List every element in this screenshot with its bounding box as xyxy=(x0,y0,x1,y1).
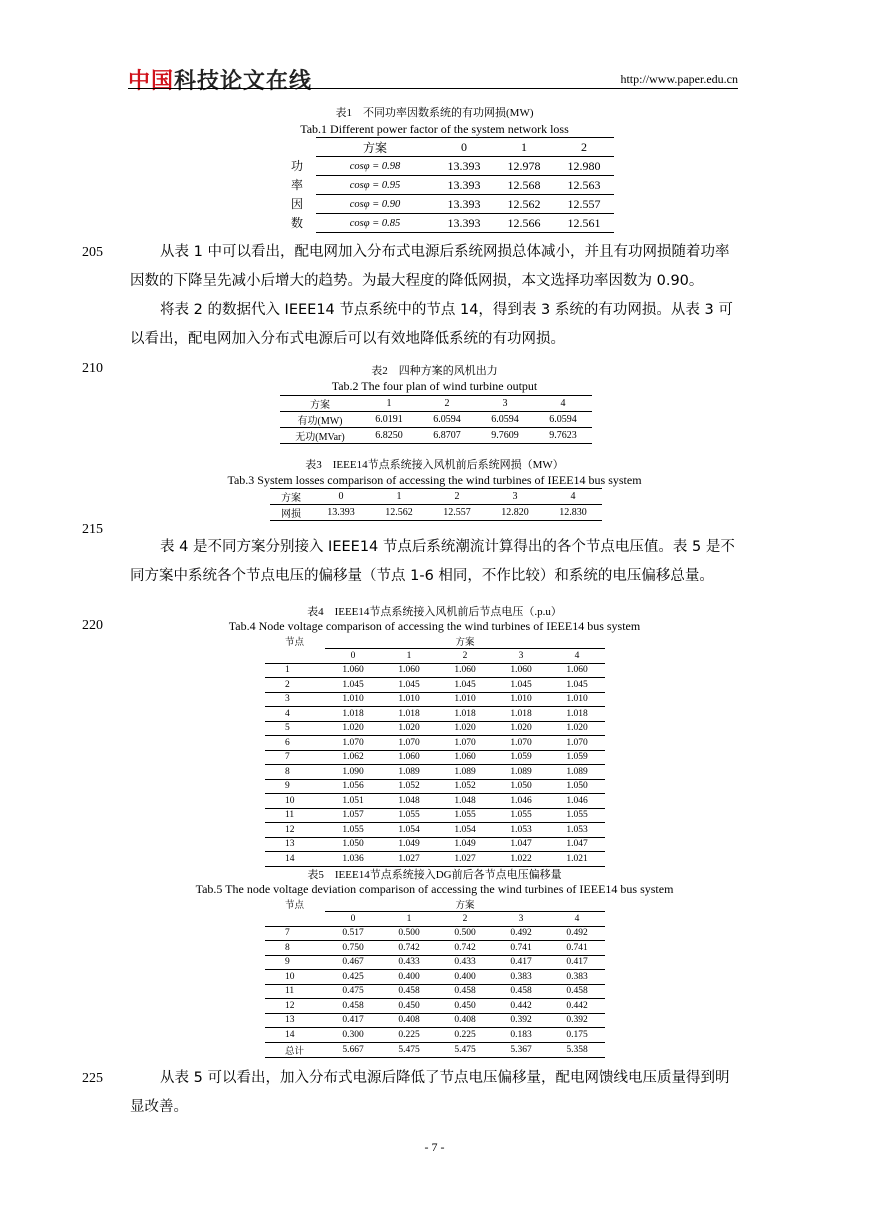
table5-cell: 5.475 xyxy=(437,1042,493,1057)
table5-cell: 0.225 xyxy=(381,1028,437,1043)
table5-cell: 0.475 xyxy=(325,984,381,999)
table4-empty xyxy=(265,649,325,664)
table4-plan-header: 4 xyxy=(549,649,605,664)
table4-cell: 1.055 xyxy=(437,808,493,823)
table5-cell: 0.750 xyxy=(325,941,381,956)
table3-cell: 12.820 xyxy=(486,505,544,521)
table5-cell: 0.408 xyxy=(381,1013,437,1028)
table3-cell: 12.557 xyxy=(428,505,486,521)
table4-cell: 1.060 xyxy=(437,750,493,765)
table4-cell: 1.055 xyxy=(493,808,549,823)
table5-cell: 0.442 xyxy=(549,999,605,1014)
table5-plan-header: 0 xyxy=(325,912,381,927)
table4-cell: 1.022 xyxy=(493,852,549,867)
table4-row-label: 1 xyxy=(265,663,325,678)
table4-cell: 1.020 xyxy=(437,721,493,736)
table4-cell: 1.052 xyxy=(437,779,493,794)
table5-cell: 0.742 xyxy=(437,941,493,956)
table2-cell: 9.7609 xyxy=(476,428,534,444)
table5-cell: 0.742 xyxy=(381,941,437,956)
table4-cell: 1.090 xyxy=(325,765,381,780)
table-row xyxy=(265,808,605,823)
paragraph: 表 4 是不同方案分别接入 IEEE14 节点后系统潮流计算得出的各个节点电压值。表 5 是不同方案中系统各个节点电压的偏移量（节点 1-6 相同，不作比较）和系统的电压偏移总量。 xyxy=(130,539,735,584)
table4-cell: 1.060 xyxy=(493,663,549,678)
table5-cell: 0.183 xyxy=(493,1028,549,1043)
side-char: 因 xyxy=(290,196,303,211)
table4-cell: 1.089 xyxy=(437,765,493,780)
table1-cell: 12.978 xyxy=(494,157,554,176)
table4-cell: 1.048 xyxy=(381,794,437,809)
table5-cell: 5.475 xyxy=(381,1042,437,1057)
table4-cell: 1.018 xyxy=(325,707,381,722)
table1-cell: 12.568 xyxy=(494,176,554,195)
table5-plan-header: 2 xyxy=(437,912,493,927)
table1-cell: 13.393 xyxy=(434,157,494,176)
table-row xyxy=(265,984,605,999)
table4-plan-header: 2 xyxy=(437,649,493,664)
table4-cell: 1.045 xyxy=(493,678,549,693)
table4-cell: 1.010 xyxy=(549,692,605,707)
table4-cell: 1.036 xyxy=(325,852,381,867)
table-row xyxy=(265,1013,605,1028)
table4-cell: 1.060 xyxy=(381,750,437,765)
table4-row-label: 13 xyxy=(265,837,325,852)
table4-cell: 1.010 xyxy=(437,692,493,707)
table2-cell: 6.0594 xyxy=(418,412,476,428)
table4-cell: 1.045 xyxy=(325,678,381,693)
table4-row-label: 14 xyxy=(265,852,325,867)
table4-cell: 1.070 xyxy=(381,736,437,751)
header-rule xyxy=(128,88,738,89)
table4-plan-header: 0 xyxy=(325,649,381,664)
table1-cell: 13.393 xyxy=(434,214,494,233)
table-row xyxy=(265,663,605,678)
table5 xyxy=(265,897,605,1058)
table-row xyxy=(265,955,605,970)
table-row xyxy=(265,1042,605,1057)
table-row xyxy=(278,214,614,233)
table3-header-cell: 1 xyxy=(370,489,428,505)
table5-cell: 0.458 xyxy=(381,984,437,999)
table1-header-cell: 1 xyxy=(494,138,554,157)
table4-row-label: 5 xyxy=(265,721,325,736)
table1-cell: 12.557 xyxy=(554,195,614,214)
table2 xyxy=(280,395,592,444)
table4-cell: 1.060 xyxy=(325,663,381,678)
table2-cell: 6.0594 xyxy=(476,412,534,428)
table4-cell: 1.055 xyxy=(549,808,605,823)
table4-plan-header: 1 xyxy=(381,649,437,664)
table4-row-label: 2 xyxy=(265,678,325,693)
table5-cell: 0.225 xyxy=(437,1028,493,1043)
table1 xyxy=(278,137,614,233)
table5-cell: 0.467 xyxy=(325,955,381,970)
table1-caption-en: Tab.1 Different power factor of the system network loss xyxy=(300,122,569,136)
table5-row-label: 12 xyxy=(265,999,325,1014)
table1-row-label: cosφ = 0.95 xyxy=(316,176,434,195)
table5-row-label: 11 xyxy=(265,984,325,999)
table5-cell: 5.367 xyxy=(493,1042,549,1057)
table4-cell: 1.057 xyxy=(325,808,381,823)
page-number: - 7 - xyxy=(424,1140,445,1154)
table4-cell: 1.045 xyxy=(381,678,437,693)
table2-caption-cn: 表2 四种方案的风机出力 xyxy=(371,365,498,377)
table5-cell: 0.741 xyxy=(493,941,549,956)
table4-cell: 1.020 xyxy=(549,721,605,736)
table4-caption-cn: 表4 IEEE14节点系统接入风机前后节点电压（.p.u） xyxy=(307,606,562,618)
table4 xyxy=(265,634,605,867)
table4-cell: 1.010 xyxy=(325,692,381,707)
table4-cell: 1.052 xyxy=(381,779,437,794)
table4-cell: 1.020 xyxy=(493,721,549,736)
paragraph: 从表 1 中可以看出，配电网加入分布式电源后系统网损总体减小，并且有功网损随着功率因数的下降呈先减小后增大的趋势。为最大程度的降低网损，本文选择功率因数为 0.90。 xyxy=(130,244,730,289)
table-row xyxy=(278,195,614,214)
table2-header-cell: 1 xyxy=(360,396,418,412)
table5-cell: 0.442 xyxy=(493,999,549,1014)
table4-cell: 1.056 xyxy=(325,779,381,794)
table-row xyxy=(265,926,605,941)
table4-row-label: 10 xyxy=(265,794,325,809)
table1-header-cell: 方案 xyxy=(316,138,434,157)
table5-row-label: 9 xyxy=(265,955,325,970)
table5-empty xyxy=(265,912,325,927)
table4-cell: 1.020 xyxy=(381,721,437,736)
table4-cell: 1.059 xyxy=(493,750,549,765)
table3-cell: 12.562 xyxy=(370,505,428,521)
table4-cell: 1.055 xyxy=(381,808,437,823)
table5-cell: 0.492 xyxy=(549,926,605,941)
table5-cell: 0.450 xyxy=(437,999,493,1014)
table5-cell: 0.450 xyxy=(381,999,437,1014)
table-row xyxy=(265,707,605,722)
table5-cell: 0.458 xyxy=(549,984,605,999)
table5-cell: 0.417 xyxy=(493,955,549,970)
table4-cell: 1.048 xyxy=(437,794,493,809)
table5-row-label: 10 xyxy=(265,970,325,985)
table2-cell: 6.8250 xyxy=(360,428,418,444)
table5-cell: 0.500 xyxy=(381,926,437,941)
table4-row-label: 9 xyxy=(265,779,325,794)
table5-cell: 0.408 xyxy=(437,1013,493,1028)
table5-row-label: 13 xyxy=(265,1013,325,1028)
table3-header-cell: 0 xyxy=(312,489,370,505)
table4-row-label: 7 xyxy=(265,750,325,765)
table3-header-cell: 3 xyxy=(486,489,544,505)
table1-side-label xyxy=(278,157,316,233)
table-row xyxy=(265,941,605,956)
table4-cell: 1.050 xyxy=(493,779,549,794)
table-row xyxy=(265,750,605,765)
table4-caption-en: Tab.4 Node voltage comparison of accessing the wind turbines of IEEE14 bus system xyxy=(228,619,641,633)
table5-row-label: 7 xyxy=(265,926,325,941)
table4-cell: 1.054 xyxy=(381,823,437,838)
table4-row-label: 6 xyxy=(265,736,325,751)
table1-row-label: cosφ = 0.85 xyxy=(316,214,434,233)
table4-cell: 1.089 xyxy=(493,765,549,780)
table1-grid xyxy=(278,137,614,233)
table-row xyxy=(280,428,592,444)
table3-row-label: 网损 xyxy=(270,505,312,521)
table4-grid xyxy=(265,634,605,867)
line-number: 205 xyxy=(82,245,103,260)
table5-cell: 0.458 xyxy=(325,999,381,1014)
table2-cell: 6.0594 xyxy=(534,412,592,428)
paragraph-block-2 xyxy=(130,533,740,591)
table4-col-label: 节点 xyxy=(285,638,305,649)
table3-grid xyxy=(270,488,602,521)
table3-header-cell: 方案 xyxy=(270,489,312,505)
line-number: 210 xyxy=(82,361,103,376)
table1-corner xyxy=(278,138,316,157)
table5-cell: 0.425 xyxy=(325,970,381,985)
table5-col-label: 节点 xyxy=(285,901,305,912)
table4-cell: 1.050 xyxy=(325,837,381,852)
table2-caption-en: Tab.2 The four plan of wind turbine output xyxy=(331,379,538,393)
table5-cell: 0.175 xyxy=(549,1028,605,1043)
table-row xyxy=(265,823,605,838)
table-row xyxy=(265,765,605,780)
table3-caption-cn: 表3 IEEE14节点系统接入风机前后系统网损（MW） xyxy=(305,459,564,471)
table-row xyxy=(265,721,605,736)
header-url: http://www.paper.edu.cn xyxy=(620,72,738,86)
table2-grid xyxy=(280,395,592,444)
table4-cell: 1.053 xyxy=(549,823,605,838)
table3-header-cell: 4 xyxy=(544,489,602,505)
table5-caption-cn: 表5 IEEE14节点系统接入DG前后各节点电压偏移量 xyxy=(307,869,562,881)
paragraph: 将表 2 的数据代入 IEEE14 节点系统中的节点 14，得到表 3 系统的有功网损。从表 3 可以看出，配电网加入分布式电源后可以有效地降低系统的有功网损。 xyxy=(130,302,733,347)
table4-cell: 1.018 xyxy=(493,707,549,722)
table5-row-label: 14 xyxy=(265,1028,325,1043)
table3-cell: 12.830 xyxy=(544,505,602,521)
table1-cell: 12.566 xyxy=(494,214,554,233)
table-row xyxy=(265,736,605,751)
table-row xyxy=(265,678,605,693)
table5-cell: 0.492 xyxy=(493,926,549,941)
table3-cell: 13.393 xyxy=(312,505,370,521)
table-row xyxy=(265,999,605,1014)
table1-cell: 12.563 xyxy=(554,176,614,195)
table2-cell: 9.7623 xyxy=(534,428,592,444)
table5-grid xyxy=(265,897,605,1058)
table5-cell: 0.417 xyxy=(325,1013,381,1028)
table3 xyxy=(270,488,602,521)
table2-header-cell: 4 xyxy=(534,396,592,412)
table5-plan-header: 3 xyxy=(493,912,549,927)
paragraph-block-3 xyxy=(130,1064,740,1122)
journal-logo xyxy=(128,64,312,95)
table4-cell: 1.070 xyxy=(437,736,493,751)
table4-cell: 1.053 xyxy=(493,823,549,838)
table4-cell: 1.045 xyxy=(549,678,605,693)
table4-row-label: 11 xyxy=(265,808,325,823)
logo-black-text: 科技论文在线 xyxy=(174,69,313,94)
table5-cell: 0.300 xyxy=(325,1028,381,1043)
table4-cell: 1.020 xyxy=(325,721,381,736)
table5-cell: 0.433 xyxy=(437,955,493,970)
table5-row-label: 总计 xyxy=(265,1042,325,1057)
table-row xyxy=(278,157,614,176)
paragraph-block-1 xyxy=(130,238,740,354)
table4-cell: 1.027 xyxy=(437,852,493,867)
table5-cell: 0.400 xyxy=(381,970,437,985)
line-number: 220 xyxy=(82,618,103,633)
table1-row-label: cosφ = 0.98 xyxy=(316,157,434,176)
table-row xyxy=(265,779,605,794)
table4-cell: 1.070 xyxy=(493,736,549,751)
table4-cell: 1.059 xyxy=(549,750,605,765)
table1-row-label: cosφ = 0.90 xyxy=(316,195,434,214)
table4-cell: 1.021 xyxy=(549,852,605,867)
table5-cell: 0.383 xyxy=(549,970,605,985)
table1-cell: 12.980 xyxy=(554,157,614,176)
table2-header-cell: 2 xyxy=(418,396,476,412)
table4-cell: 1.070 xyxy=(549,736,605,751)
table-row xyxy=(265,852,605,867)
table4-row-label: 3 xyxy=(265,692,325,707)
side-char: 功 xyxy=(290,158,303,173)
table4-cell: 1.049 xyxy=(437,837,493,852)
table4-cell: 1.018 xyxy=(437,707,493,722)
table5-cell: 0.433 xyxy=(381,955,437,970)
table4-cell: 1.018 xyxy=(381,707,437,722)
table-row xyxy=(278,176,614,195)
table3-header-cell: 2 xyxy=(428,489,486,505)
table4-cell: 1.047 xyxy=(493,837,549,852)
table4-cell: 1.010 xyxy=(381,692,437,707)
table1-cell: 12.561 xyxy=(554,214,614,233)
line-number: 225 xyxy=(82,1071,103,1086)
table5-group-label: 方案 xyxy=(455,901,475,911)
table5-caption-en: Tab.5 The node voltage deviation comparison of accessing the wind turbines of IEEE14 bus system xyxy=(195,882,674,896)
table5-cell: 5.358 xyxy=(549,1042,605,1057)
table-row xyxy=(265,692,605,707)
table-row xyxy=(265,970,605,985)
table5-cell: 0.500 xyxy=(437,926,493,941)
table5-plan-header: 4 xyxy=(549,912,605,927)
paragraph: 从表 5 可以看出，加入分布式电源后降低了节点电压偏移量，配电网馈线电压质量得到明显改善。 xyxy=(130,1070,730,1115)
table1-cell: 12.562 xyxy=(494,195,554,214)
table2-row-label: 无功(MVar) xyxy=(280,428,360,444)
table5-cell: 0.392 xyxy=(493,1013,549,1028)
table1-header-cell: 0 xyxy=(434,138,494,157)
table2-header-cell: 方案 xyxy=(280,396,360,412)
table4-cell: 1.018 xyxy=(549,707,605,722)
table4-cell: 1.089 xyxy=(549,765,605,780)
table4-cell: 1.049 xyxy=(381,837,437,852)
table4-cell: 1.010 xyxy=(493,692,549,707)
table5-cell: 0.458 xyxy=(437,984,493,999)
table-row xyxy=(280,412,592,428)
table1-caption-cn: 表1 不同功率因数系统的有功网损(MW) xyxy=(335,107,534,119)
table4-row-label: 4 xyxy=(265,707,325,722)
table1-cell: 13.393 xyxy=(434,176,494,195)
table3-caption-en: Tab.3 System losses comparison of accessing the wind turbines of IEEE14 bus system xyxy=(227,473,642,487)
table5-cell: 0.517 xyxy=(325,926,381,941)
table4-cell: 1.045 xyxy=(437,678,493,693)
table4-cell: 1.060 xyxy=(549,663,605,678)
table5-cell: 0.392 xyxy=(549,1013,605,1028)
table5-cell: 0.400 xyxy=(437,970,493,985)
side-char: 率 xyxy=(290,177,303,192)
table5-row-label: 8 xyxy=(265,941,325,956)
table4-cell: 1.047 xyxy=(549,837,605,852)
table-row xyxy=(270,505,602,521)
table4-plan-header: 3 xyxy=(493,649,549,664)
table4-cell: 1.062 xyxy=(325,750,381,765)
table2-cell: 6.8707 xyxy=(418,428,476,444)
table5-plan-header: 1 xyxy=(381,912,437,927)
table2-cell: 6.0191 xyxy=(360,412,418,428)
table2-row-label: 有功(MW) xyxy=(280,412,360,428)
table4-cell: 1.054 xyxy=(437,823,493,838)
line-number: 215 xyxy=(82,522,103,537)
table4-row-label: 12 xyxy=(265,823,325,838)
table-row xyxy=(265,1028,605,1043)
table5-cell: 0.417 xyxy=(549,955,605,970)
table4-cell: 1.046 xyxy=(549,794,605,809)
table5-cell: 0.741 xyxy=(549,941,605,956)
table4-cell: 1.051 xyxy=(325,794,381,809)
table4-group-label: 方案 xyxy=(455,638,475,648)
table4-cell: 1.060 xyxy=(437,663,493,678)
table5-cell: 5.667 xyxy=(325,1042,381,1057)
table-row xyxy=(265,794,605,809)
table4-row-label: 8 xyxy=(265,765,325,780)
table5-cell: 0.383 xyxy=(493,970,549,985)
side-char: 数 xyxy=(290,215,303,230)
table1-header-cell: 2 xyxy=(554,138,614,157)
table4-cell: 1.050 xyxy=(549,779,605,794)
table4-cell: 1.060 xyxy=(381,663,437,678)
table2-header-cell: 3 xyxy=(476,396,534,412)
table5-cell: 0.458 xyxy=(493,984,549,999)
table4-cell: 1.089 xyxy=(381,765,437,780)
table4-cell: 1.027 xyxy=(381,852,437,867)
table-row xyxy=(265,837,605,852)
table4-cell: 1.055 xyxy=(325,823,381,838)
logo-red-text: 中国 xyxy=(128,69,175,94)
table4-cell: 1.046 xyxy=(493,794,549,809)
table1-cell: 13.393 xyxy=(434,195,494,214)
table4-cell: 1.070 xyxy=(325,736,381,751)
